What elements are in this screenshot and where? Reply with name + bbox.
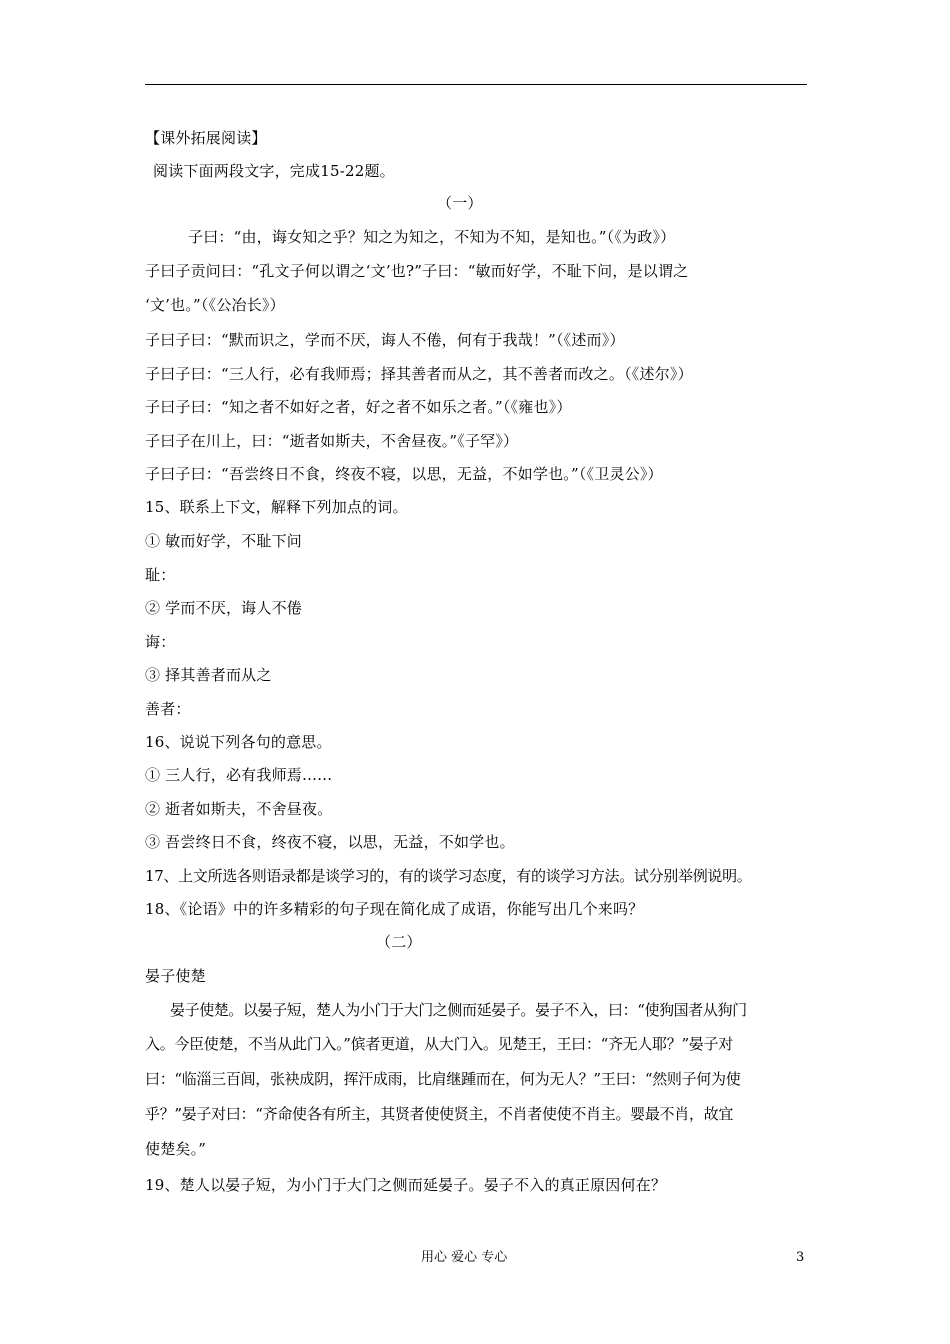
passage-line: 晏子使楚。以晏子短，楚人为小门于大门之侧而延晏子。晏子不入，曰：“使狗国者从狗门: [170, 1001, 747, 1019]
question-item: ③ 择其善者而从之: [145, 666, 272, 684]
question-17: 17、上文所选各则语录都是谈学习的，有的谈学习态度，有的谈学习方法。试分别举例说明。: [145, 867, 752, 885]
quote-line: 子曰子在川上，曰：“逝者如斯夫，不舍昼夜。”《子罕》）: [145, 432, 519, 450]
passage-title: 晏子使楚: [145, 967, 206, 985]
question-18: 18、《论语》中的许多精彩的句子现在简化成了成语，你能写出几个来吗？: [145, 900, 644, 918]
section-title: 【课外拓展阅读】: [145, 129, 267, 147]
quote-line: 子曰子贡问曰：“孔文子何以谓之‘文’也?”子曰：“敏而好学，不耻下问，是以谓之: [145, 262, 689, 280]
quote-line: 子曰子曰：“三人行，必有我师焉；择其善者而从之，其不善者而改之。（《述尔》）: [145, 365, 693, 383]
question-item: ③ 吾尝终日不食，终夜不寝，以思，无益，不如学也。: [145, 833, 515, 851]
answer-label: 诲：: [145, 633, 176, 651]
page-number: 3: [796, 1250, 805, 1265]
part1-heading: （一）: [437, 194, 483, 212]
quote-line: 子曰子曰：“知之者不如好之者，好之者不如乐之者。”（《雍也》）: [145, 398, 572, 416]
passage-line: 曰：“临淄三百闾，张袂成阴，挥汗成雨，比肩继踵而在，何为无人？”王曰：“然则子何为使: [145, 1070, 741, 1088]
header-rule: [145, 84, 807, 85]
question-19: 19、楚人以晏子短，为小门于大门之侧而延晏子。晏子不入的真正原因何在？: [145, 1176, 667, 1194]
quote-line: 子曰子曰：“吾尝终日不食，终夜不寝，以思，无益，不如学也。”（《卫灵公》）: [145, 465, 663, 483]
question-item: ② 逝者如斯夫，不舍昼夜。: [145, 800, 333, 818]
question-item: ① 敏而好学，不耻下问: [145, 532, 302, 550]
instruction: 阅读下面两段文字，完成15-22题。: [153, 162, 395, 180]
footer-motto: 用心 爱心 专心: [421, 1250, 508, 1265]
question-15: 15、联系上下文，解释下列加点的词。: [145, 498, 408, 516]
passage-line: 使楚矣。”: [145, 1140, 207, 1158]
answer-label: 耻：: [145, 566, 176, 584]
quote-line: 子曰子曰：“默而识之，学而不厌，诲人不倦，何有于我哉！”（《述而》）: [145, 331, 625, 349]
answer-label: 善者：: [145, 700, 191, 718]
passage-line: 乎？”晏子对曰：“齐命使各有所主，其贤者使使贤主，不肖者使使不肖主。婴最不肖，故宜: [145, 1105, 734, 1123]
passage-line: 入。今臣使楚，不当从此门入。”傧者更道，从大门入。见楚王，王曰：“齐无人耶？”晏子对: [145, 1035, 733, 1053]
question-16: 16、说说下列各句的意思。: [145, 733, 332, 751]
question-item: ① 三人行，必有我师焉……: [145, 766, 333, 784]
quote-line: ‘文’也。”（《公冶长》）: [145, 296, 285, 314]
part2-heading: （二）: [376, 933, 422, 951]
question-item: ② 学而不厌，诲人不倦: [145, 599, 302, 617]
quote-line: 子曰：“由，诲女知之乎？知之为知之，不知为不知，是知也。”（《为政》）: [188, 228, 676, 246]
